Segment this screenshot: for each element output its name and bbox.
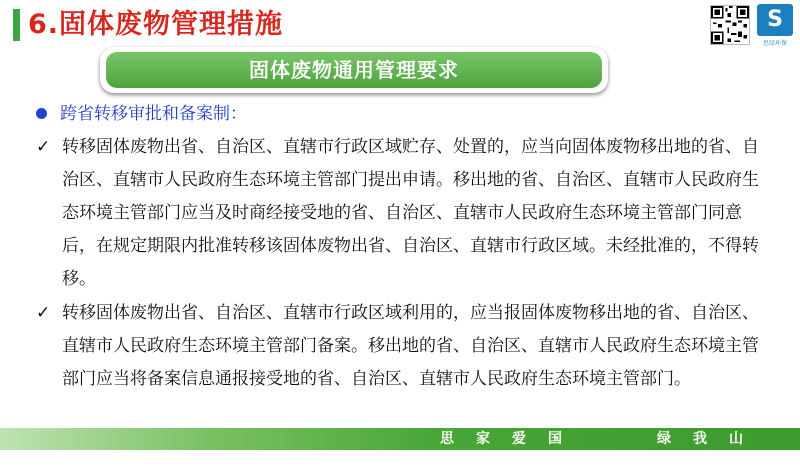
footer-slogan-right: 绿我山河 bbox=[657, 431, 765, 469]
paragraph-2: 转移固体废物出省、自治区、直辖市行政区域利用的，应当报固体废物移出地的省、自治区、直辖市人民政府生态环境主管部门备案。移出地的省、自治区、直辖市人民政府生态环境主管部门应当将备案信息通报接受地的省、自治区、直辖市人民政府生态环境主管部门。 bbox=[62, 303, 759, 389]
title-accent-bar bbox=[13, 9, 20, 41]
check-icon: ✓ bbox=[36, 303, 51, 323]
section-banner bbox=[100, 47, 608, 93]
company-logo bbox=[755, 4, 795, 48]
title-bar bbox=[0, 6, 700, 44]
bullet-dot-icon bbox=[36, 108, 47, 119]
qr-code-icon bbox=[710, 5, 750, 45]
section-heading: 跨省转移审批和备案制： bbox=[60, 104, 247, 124]
footer-slogan-left: 思家爱国 bbox=[440, 431, 584, 447]
logo-caption: 思绿环保 bbox=[762, 40, 787, 47]
paragraph-1: 转移固体废物出省、自治区、直辖市行政区域贮存、处置的，应当向固体废物移出地的省、自治区、直辖市人民政府生态环境主管部门提出申请。移出地的省、自治区、直辖市人民政府生态环境主管部门应当及时商经接受地的省、自治区、直辖市人民政府生态环境主管部门同意后，在规定期限内批准转移该固体废物出省、自治区、直辖市行政区域。未经批准的，不得转移。 bbox=[62, 137, 759, 289]
page-title: 6.固体废物管理措施 bbox=[28, 9, 284, 40]
footer-bar bbox=[0, 428, 800, 469]
section-banner-label: 固体废物通用管理要求 bbox=[106, 52, 602, 88]
check-icon: ✓ bbox=[36, 137, 51, 157]
logo-mark: S bbox=[757, 4, 793, 36]
